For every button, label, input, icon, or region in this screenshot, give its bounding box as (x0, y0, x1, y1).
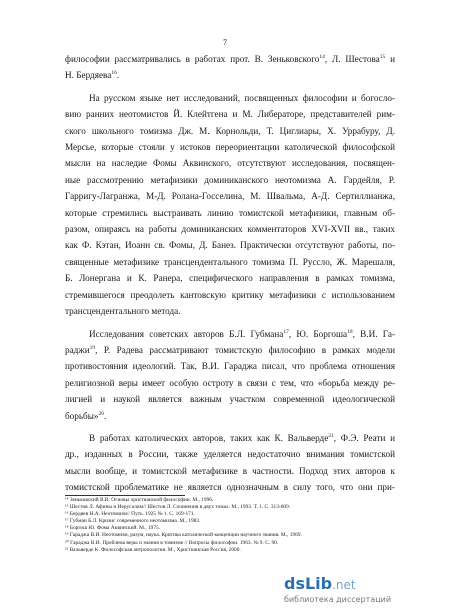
watermark-logo-domain: .net (332, 578, 356, 592)
text-segment: лигией и наукой является важным участком современной идеологической (65, 394, 395, 405)
footnote-ref[interactable]: 17 (283, 328, 289, 335)
watermark-logo-main: dsLib (284, 574, 333, 593)
body-text (65, 51, 395, 496)
footnote-ref[interactable]: 16 (111, 70, 117, 77)
footnote-ref[interactable]: 15 (379, 53, 386, 60)
text-line (65, 287, 395, 303)
text-line (65, 326, 395, 342)
footnote: ¹⁷ Губман Б.Л. Кризис современного неотомизма. М., 1983. (65, 518, 201, 525)
footnote: ¹⁴ Зеньковский В.В. Основы христианской философии. М., 1996. (65, 497, 214, 503)
text-line (65, 463, 395, 479)
text-segment: трансцендентального метода. (65, 306, 181, 317)
watermark-logo (284, 574, 356, 593)
text-line (65, 205, 395, 221)
footnote: ¹⁸ Боргош Ю. Фома Аквинский. М., 1975. (65, 525, 161, 532)
watermark-subtitle: библиотека диссертаций (284, 595, 392, 604)
text-segment: священные метафизике трансцендентального томизма П. Руссло, Ж. Марешаля, (65, 256, 395, 267)
footnote: ²¹ Вальверде К. Философская антропология. М., Христианская Россия, 2000. (65, 546, 241, 553)
text-segment: . (104, 410, 107, 421)
text-segment: , Ф.Э. Реати и (333, 432, 395, 443)
text-segment: и (385, 54, 396, 64)
text-segment: вию ранних неотомистов Й. Клейтгена и М. Либераторе, представителей рим- (65, 109, 395, 120)
text-line (65, 358, 395, 374)
text-line (65, 51, 395, 67)
text-line (65, 155, 395, 171)
text-segment: разом, опираясь на работы доминиканских комментаторов XVI-XVII вв., таких (65, 224, 395, 235)
text-line (65, 67, 395, 83)
footnote: ¹⁶ Бердяев Н.А. Неотомизм// Путь. 1925 № 1. С. 169-171. (65, 511, 195, 518)
text-segment: мысли вообще, и томистской метафизике в частности. Подход этих авторов к (65, 465, 395, 476)
text-segment: Б. Лонергана и К. Ранера, специфического направления в рамках томизма, (65, 273, 395, 284)
text-segment: др., изданных в России, также уделяется недостаточно внимания томистской (65, 449, 395, 460)
text-line (65, 408, 395, 424)
text-segment: томистской проблематике не является однозначным в силу того, что они при- (65, 482, 395, 493)
text-line (65, 270, 395, 286)
footnote-ref[interactable]: 18 (347, 328, 353, 335)
text-segment: ные рассмотрению метафизики доминиканского неотомизма А. Гардейля, Р. (65, 174, 395, 185)
text-line (65, 479, 395, 495)
text-line (65, 303, 395, 319)
text-line (65, 90, 395, 106)
text-line (65, 237, 395, 253)
text-segment: противостояния идеологий. Так, В.И. Гараджа писал, что проблема отношения (65, 361, 395, 372)
footnotes (65, 497, 395, 554)
text-segment: которые стремились выстраивать линию томистской метафизики, главным об- (65, 207, 395, 218)
text-segment: раджи (65, 344, 90, 355)
text-segment: , Р. Радева рассматривают томистскую философию в рамках модели (95, 344, 395, 355)
text-line (65, 172, 395, 188)
text-segment: религиозной веры имеет особую остроту в связи с тем, что «борьба между ре- (65, 377, 395, 388)
text-line (65, 123, 395, 139)
text-segment: Гарригу-Лагранжа, М-Д. Ролана-Госселина, М. Швальма, А-Д. Сертиллианжа, (65, 191, 395, 202)
footnote-ref[interactable]: 21 (328, 432, 334, 439)
text-segment: . (116, 70, 120, 81)
text-line (65, 446, 395, 462)
text-segment: , В.И. Га- (352, 328, 396, 339)
footnote: ²⁰ Гараджа В.И. Проблема веры и знания в томизме // Вопросы философии. 1963. № 9. С. 90. (65, 539, 279, 546)
footnote-divider (65, 495, 185, 496)
footnote: ¹⁵ Шестов Л. Афины и Иерусалим// Шестов Л. Сочинения в двух томах. М., 1993. Т. 1. С. 313-609. (65, 504, 291, 511)
text-segment: В работах католических авторов, таких как К. Вальверде (89, 432, 329, 443)
text-line (65, 375, 395, 391)
text-segment: ского школьного томизма Дж. М. Корнольди, Т. Циглиары, Х. Уррабуру, Д. (65, 125, 395, 136)
text-segment: как Ф. Кэтан, Иоанн св. Фомы, Д. Банез. Практически отсутствуют работы, по- (65, 240, 395, 251)
text-line (65, 188, 395, 204)
text-segment: , Л. Шестова (324, 54, 380, 64)
text-segment: философии рассматривались в работах прот. В. Зеньковского (65, 54, 320, 64)
text-segment: На русском языке нет исследований, посвященных философии и богосло- (89, 92, 395, 103)
footnote-ref[interactable]: 20 (98, 410, 104, 417)
text-segment: Мерсье, которые стояли у истоков переориентации католической философской (65, 142, 395, 153)
text-segment: мысли на наследие Фомы Аквинского, отсутствуют исследования, посвящен- (65, 158, 395, 169)
watermark[interactable] (284, 574, 434, 608)
text-segment: , Ю. Боргоша (288, 328, 348, 339)
footnote: ¹⁹ Гараджа В.И. Неотомизм, разум, наука. Критика католической концепции научного знания. М., 1969. (65, 532, 302, 539)
text-line (65, 106, 395, 122)
text-line (65, 342, 395, 358)
text-segment: стремившегося преодолеть кантовскую критику метафизики с использованием (65, 289, 395, 300)
text-line (65, 221, 395, 237)
footnote-ref[interactable]: 19 (89, 344, 96, 351)
text-line (65, 391, 395, 407)
text-segment: борьбы» (65, 410, 99, 421)
text-line (65, 139, 395, 155)
text-line (65, 430, 395, 446)
page-number: 7 (223, 38, 227, 47)
text-segment: Н. Бердяева (65, 70, 112, 81)
text-segment: Исследования советских авторов Б.Л. Губмана (89, 328, 284, 339)
text-line (65, 254, 395, 270)
footnote-ref[interactable]: 14 (319, 53, 325, 60)
